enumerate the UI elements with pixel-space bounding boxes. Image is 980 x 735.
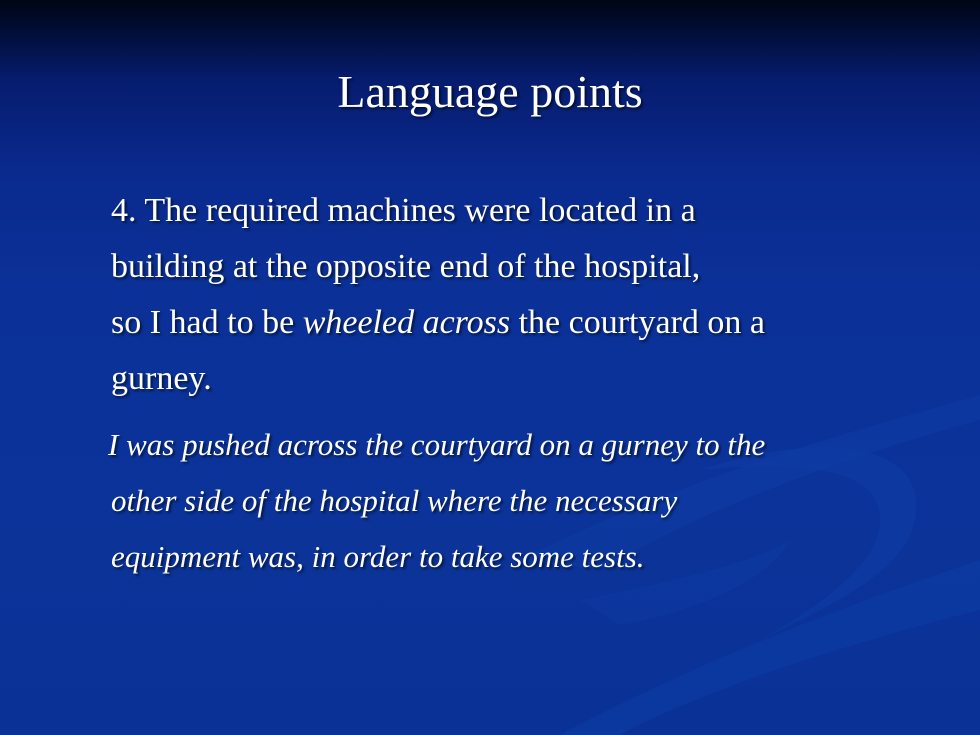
emphasized-phrase: wheeled across <box>302 304 511 341</box>
paragraph1-line2: building at the opposite end of the hospital, <box>111 248 701 285</box>
paragraph2-line1: I was pushed across the courtyard on a gurney to the <box>108 427 766 462</box>
paragraph1-line4: gurney. <box>111 360 212 397</box>
paragraph2-line3: equipment was, in order to take some tests. <box>111 539 645 574</box>
slide-title: Language points <box>337 66 643 117</box>
paragraph-example-sentence <box>108 183 908 407</box>
paragraph1-line1: 4. The required machines were located in a <box>111 192 696 229</box>
slide-body <box>108 183 908 616</box>
paragraph-paraphrase <box>108 417 908 585</box>
paragraph1-line3-after: the courtyard on a <box>510 304 766 341</box>
paragraph1-line3 <box>108 295 908 351</box>
paragraph1-line3-before: so I had to be <box>111 304 303 341</box>
paragraph2-line2: other side of the hospital where the necessary <box>111 483 678 518</box>
